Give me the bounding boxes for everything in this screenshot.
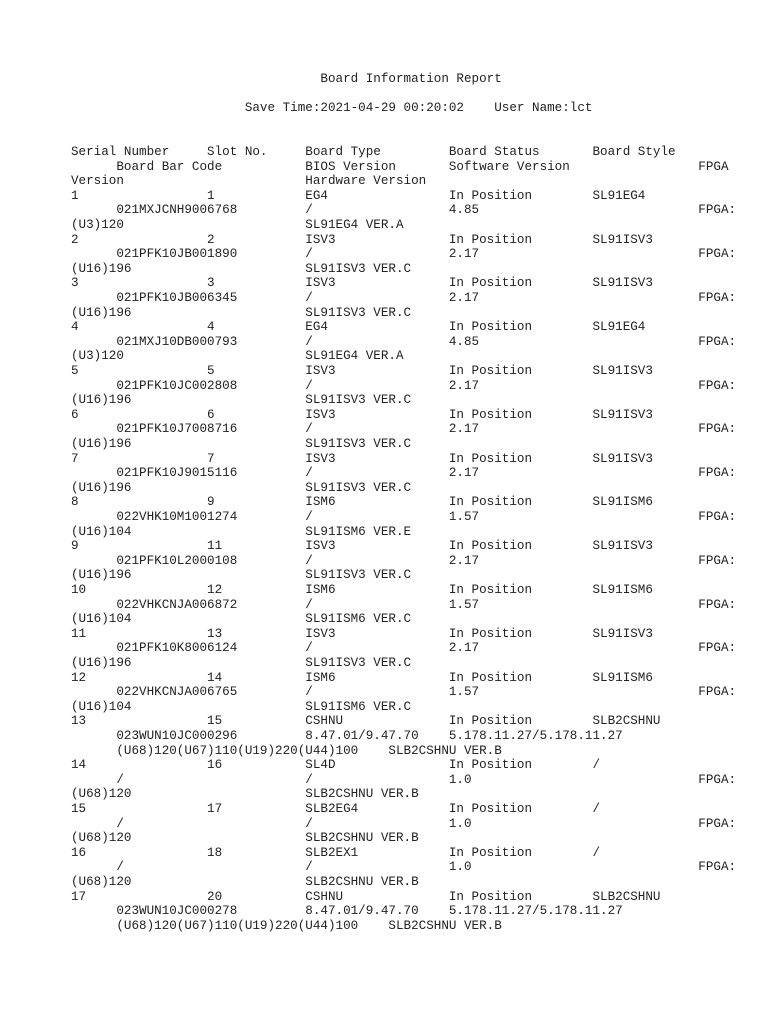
report-line: 2 2 ISV3 In Position SL91ISV3	[71, 232, 653, 247]
report-line: 7 7 ISV3 In Position SL91ISV3	[71, 451, 653, 466]
report-line: (U16)196 SL91ISV3 VER.C	[71, 393, 412, 408]
report-line: (U68)120(U67)110(U19)220(U44)100 SLB2CSHNU VER.B	[71, 743, 502, 758]
report-line: / / 1.0 FPGA:	[71, 772, 737, 787]
report-line: / / 1.0 FPGA:	[71, 816, 737, 831]
report-line: 13 15 CSHNU In Position SLB2CSHNU	[71, 714, 661, 729]
report-line: 5 5 ISV3 In Position SL91ISV3	[71, 364, 653, 378]
report-line: 15 17 SLB2EG4 In Position /	[71, 802, 601, 816]
report-line: 12 14 ISM6 In Position SL91ISM6	[71, 670, 653, 685]
report-line: (U16)196 SL91ISV3 VER.C	[71, 305, 412, 320]
report-line: Version Hardware Version	[71, 174, 427, 189]
report-title: Board Information Report	[71, 72, 502, 86]
report-line: (U16)196 SL91ISV3 VER.C	[71, 261, 412, 276]
report-line: 16 18 SLB2EX1 In Position /	[71, 845, 601, 860]
report-line: 8 9 ISM6 In Position SL91ISM6	[71, 495, 653, 510]
report-line: (U16)104 SL91ISM6 VER.C	[71, 699, 412, 714]
report-line: Serial Number Slot No. Board Type Board Status Board Style	[71, 145, 676, 159]
report-line: 021PFK10JB001890 / 2.17 FPGA:	[71, 247, 737, 262]
report-line: 021PFK10JC002808 / 2.17 FPGA:	[71, 378, 737, 393]
report-line: 023WUN10JC000296 8.47.01/9.47.70 5.178.11.27/5.178.11.27	[71, 729, 623, 743]
report-line: 022VHKCNJA006765 / 1.57 FPGA:	[71, 685, 737, 700]
report-line: 4 4 EG4 In Position SL91EG4	[71, 320, 646, 335]
report-line: 022VHK10M1001274 / 1.57 FPGA:	[71, 510, 737, 524]
report-line: (U68)120 SLB2CSHNU VER.B	[71, 875, 419, 889]
report-line: (U3)120 SL91EG4 VER.A	[71, 349, 404, 364]
report-line: 022VHKCNJA006872 / 1.57 FPGA:	[71, 597, 737, 612]
report-line: (U68)120(U67)110(U19)220(U44)100 SLB2CSHNU VER.B	[71, 918, 502, 933]
report-line: 6 6 ISV3 In Position SL91ISV3	[71, 407, 653, 422]
report-line: 14 16 SL4D In Position /	[71, 758, 601, 773]
report-line: (U16)104 SL91ISM6 VER.C	[71, 612, 412, 627]
report-line: (U16)196 SL91ISV3 VER.C	[71, 656, 412, 670]
report-line: 021MXJ10DB000793 / 4.85 FPGA:	[71, 334, 737, 349]
report-line: 10 12 ISM6 In Position SL91ISM6	[71, 583, 653, 597]
report-line: (U16)196 SL91ISV3 VER.C	[71, 480, 412, 495]
report-line: 021PFK10K8006124 / 2.17 FPGA:	[71, 641, 737, 656]
report-line: 17 20 CSHNU In Position SLB2CSHNU	[71, 889, 661, 904]
report-line: 021PFK10L2000108 / 2.17 FPGA:	[71, 553, 737, 568]
report-line: (U16)196 SL91ISV3 VER.C	[71, 437, 412, 451]
report-line: (U3)120 SL91EG4 VER.A	[71, 218, 404, 232]
report-line: 1 1 EG4 In Position SL91EG4	[71, 188, 646, 203]
report-line: (U16)104 SL91ISM6 VER.E	[71, 524, 412, 539]
report-line: 3 3 ISV3 In Position SL91ISV3	[71, 276, 653, 291]
report-line: / / 1.0 FPGA:	[71, 860, 737, 875]
report-line: Board Bar Code BIOS Version Software Version FPGA	[71, 159, 729, 174]
report-line: 9 11 ISV3 In Position SL91ISV3	[71, 539, 653, 554]
report-line: 023WUN10JC000278 8.47.01/9.47.70 5.178.11.27/5.178.11.27	[71, 904, 623, 919]
report-line: 11 13 ISV3 In Position SL91ISV3	[71, 626, 653, 641]
report-line: 021PFK10JB006345 / 2.17 FPGA:	[71, 291, 737, 305]
report-line: 021PFK10J9015116 / 2.17 FPGA:	[71, 466, 737, 481]
report-line: (U68)120 SLB2CSHNU VER.B	[71, 831, 419, 846]
report-line: 021PFK10J7008716 / 2.17 FPGA:	[71, 422, 737, 437]
report-line: (U16)196 SL91ISV3 VER.C	[71, 568, 412, 583]
report-meta-line: Save Time:2021-04-29 00:20:02 User Name:lct	[71, 101, 593, 116]
report-line: (U68)120 SLB2CSHNU VER.B	[71, 787, 419, 802]
report-line: 021MXJCNH9006768 / 4.85 FPGA:	[71, 203, 737, 218]
